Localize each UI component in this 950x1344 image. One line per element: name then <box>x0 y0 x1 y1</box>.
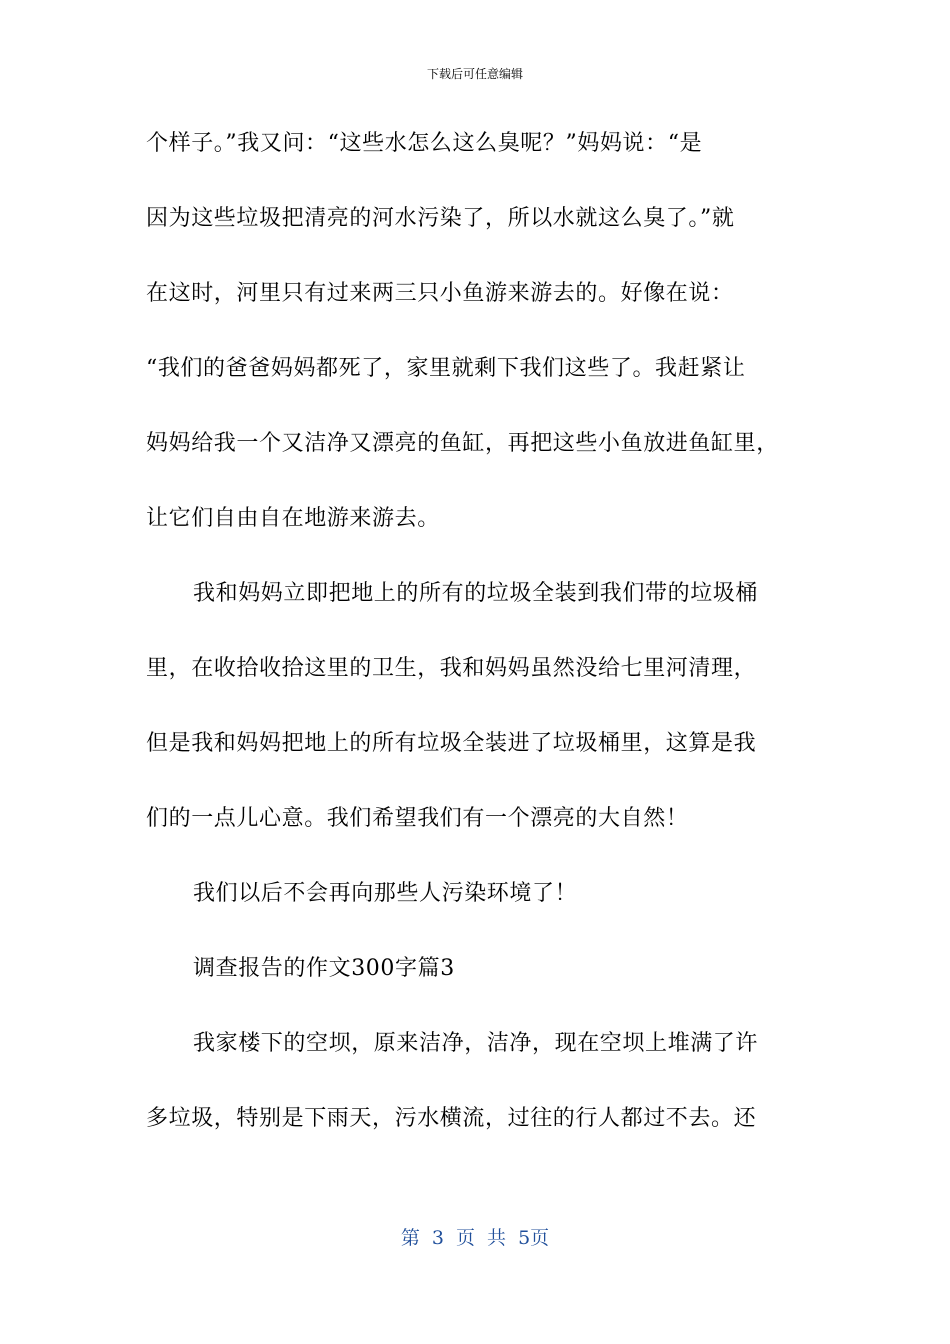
section-heading: 调查报告的作文300字篇3 <box>193 956 455 981</box>
body-line: 里，在收拾收拾这里的卫生，我和妈妈虽然没给七里河清理， <box>146 656 757 681</box>
body-line: 们的一点儿心意。我们希望我们有一个漂亮的大自然！ <box>146 806 689 831</box>
document-body <box>146 122 816 1172</box>
body-line: 我和妈妈立即把地上的所有的垃圾全装到我们带的垃圾桶 <box>193 581 759 606</box>
body-line: 多垃圾，特别是下雨天，污水横流，过往的行人都过不去。还 <box>146 1106 757 1131</box>
body-line: 让它们自由自在地游来游去。 <box>146 506 440 531</box>
body-line: 但是我和妈妈把地上的所有垃圾全装进了垃圾桶里，这算是我 <box>146 731 757 756</box>
page-footer: 第 3 页 共 5页 <box>400 1227 550 1249</box>
body-line: 因为这些垃圾把清亮的河水污染了，所以水就这么臭了。”就 <box>146 206 735 231</box>
page-header: 下载后可任意编辑 <box>426 67 523 81</box>
body-line: 在这时，河里只有过来两三只小鱼游来游去的。好像在说： <box>146 281 734 306</box>
body-line: “我们的爸爸妈妈都死了，家里就剩下我们这些了。我赶紧让 <box>146 356 746 381</box>
body-line: 我们以后不会再向那些人污染环境了！ <box>193 881 578 906</box>
body-line: 妈妈给我一个又洁净又漂亮的鱼缸，再把这些小鱼放进鱼缸里， <box>146 431 779 456</box>
body-line: 我家楼下的空坝，原来洁净，洁净，现在空坝上堆满了许 <box>193 1031 759 1056</box>
body-line: 个样子。”我又问：“这些水怎么这么臭呢？”妈妈说：“是 <box>146 131 703 156</box>
